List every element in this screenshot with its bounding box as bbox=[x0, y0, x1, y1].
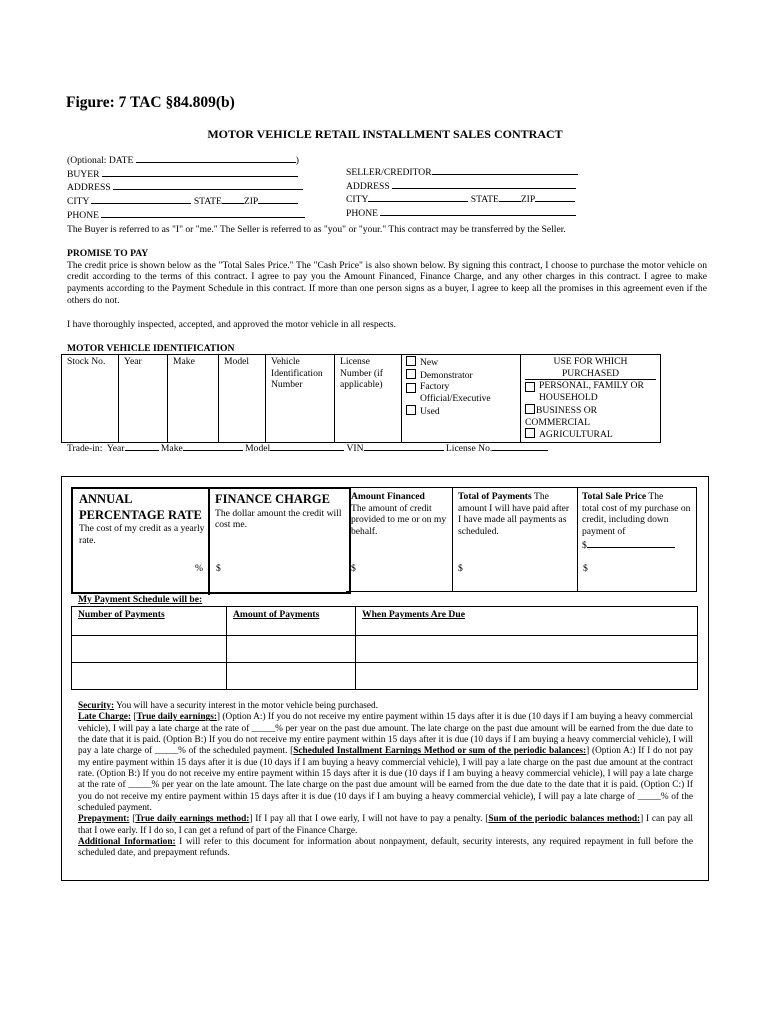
seller-zip-label: ZIP bbox=[520, 194, 536, 206]
col-vin: Vehicle Identification Number bbox=[266, 355, 335, 443]
buyer-zip-field[interactable] bbox=[258, 194, 298, 204]
tsp-cell bbox=[582, 491, 692, 552]
fc-title: FINANCE CHARGE bbox=[215, 492, 330, 506]
fc-cell bbox=[215, 492, 343, 531]
apr-desc: The cost of my credit as a yearly rate. bbox=[79, 523, 205, 546]
seller-city-field[interactable] bbox=[368, 192, 468, 202]
use-options bbox=[521, 355, 661, 443]
prepay-text-1: ] If I pay all that I owe early, I will not have to pay a penalty. [ bbox=[249, 814, 489, 825]
checkbox-business[interactable] bbox=[525, 404, 535, 414]
terms-section bbox=[78, 701, 693, 860]
prepay-bracket: True daily earnings method: bbox=[135, 814, 250, 825]
schedule-cell[interactable] bbox=[356, 636, 698, 663]
seller-phone-label: PHONE bbox=[346, 208, 378, 220]
date-field[interactable] bbox=[136, 153, 296, 163]
prepay-bracket-2: Sum of the periodic balances method: bbox=[488, 814, 641, 825]
buyer-phone-field[interactable] bbox=[101, 208, 305, 218]
down-payment-dollar: $ bbox=[582, 539, 587, 551]
security-label: Security: bbox=[78, 701, 115, 711]
promise-section bbox=[67, 248, 707, 307]
late-bracket-2: Scheduled Installment Earnings Method or sum of the periodic balances: bbox=[293, 746, 587, 757]
schedule-heading: My Payment Schedule will be: bbox=[78, 594, 203, 605]
late-text-1: (Option A:) If you do not receive my entire payment within 15 days after it is due (10 days if I am buying a heavy commercial vehicle), I will pay a late charge at the rate of _____% per year on the past due amount. The late charge on the past due amount will be earned from the due date to the date that it is paid. (Option B:) If you do not receive my entire payment within 15 days after it is due (10 days if I am buying a heavy commercial vehicle), I will pay a late charge of _____% of the scheduled payment. [ bbox=[78, 712, 693, 757]
buyer-city-label: CITY bbox=[67, 196, 90, 208]
addl-label: Additional Information: bbox=[78, 836, 176, 847]
tradein-label: Trade-in: bbox=[67, 443, 103, 454]
schedule-row bbox=[72, 636, 698, 663]
top-value[interactable]: $ bbox=[458, 563, 463, 574]
vehicle-id-table bbox=[61, 354, 661, 443]
col-model: Model bbox=[219, 355, 266, 443]
seller-zip-field[interactable] bbox=[535, 192, 575, 202]
use-personal[interactable]: PERSONAL, FAMILY OR HOUSEHOLD bbox=[525, 380, 656, 403]
buyer-zip-label: ZIP bbox=[243, 196, 259, 208]
date-close: ) bbox=[295, 155, 299, 166]
tradein-model-field[interactable] bbox=[270, 441, 344, 451]
schedule-col-number: Number of Payments bbox=[72, 607, 227, 636]
checkbox-factory[interactable] bbox=[406, 383, 416, 393]
buyer-field[interactable] bbox=[102, 167, 298, 177]
apr-title: ANNUAL PERCENTAGE RATE bbox=[79, 492, 202, 522]
col-make: Make bbox=[168, 355, 219, 443]
tsp-title: Total Sale Price bbox=[582, 491, 647, 502]
seller-phone-field[interactable] bbox=[380, 206, 576, 216]
buyer-state-field[interactable] bbox=[222, 194, 244, 204]
buyer-label: BUYER bbox=[67, 168, 100, 180]
checkbox-personal[interactable] bbox=[525, 382, 535, 392]
option-demonstrator[interactable]: Demonstrator bbox=[406, 369, 516, 382]
tradein-year-field[interactable] bbox=[125, 441, 159, 451]
apr-fc-divider bbox=[208, 487, 210, 595]
additional-info-para bbox=[78, 837, 693, 860]
apr-value[interactable]: % bbox=[195, 563, 203, 574]
seller-block bbox=[346, 165, 606, 220]
schedule-cell[interactable] bbox=[227, 663, 356, 690]
col-stock: Stock No. bbox=[62, 355, 119, 443]
option-new[interactable]: New bbox=[406, 356, 516, 369]
tradein-vin-field[interactable] bbox=[364, 441, 444, 451]
figure-title: Figure: 7 TAC §84.809(b) bbox=[66, 94, 235, 111]
schedule-col-amount: Amount of Payments bbox=[227, 607, 356, 636]
late-charge-para: Late Charge: [True daily earnings:] (Option A:) If you do not receive my entire payment within 15 days after it is due (10 days if I am buying a heavy commercial vehicle), I will pay a late charge at the rate of _____% per year on the past due amount. The late charge on the past due amount will be earned from the due date to the date that it is paid. (Option B:) If you do not receive my entire payment within 15 days after it is due (10 days if I am buying a heavy commercial vehicle), I will pay a late charge of _____% of the scheduled payment. [Scheduled Installment Earnings Method or sum of the periodic balances:] (Option A:) If I do not pay my entire payment within 15 days after it is due (10 days if I am buying a heavy commercial vehicle), I will pay a late charge on the past due amount at the contract rate. (Option B:) If you do not receive my entire payment within 15 days after it is due (10 days if I am buying a heavy commercial vehicle), I will pay a late charge at the rate of _____% per year on the late amount. The late charge on the past due amount will be earned from the due date to the date that it is paid. (Option C:) If you do not receive my entire payment within 15 days after it is due (10 days if I am buying a heavy commercial vehicle), I will pay a late charge of _____% of the scheduled payment. bbox=[78, 712, 693, 813]
tradein-license-label: License No. bbox=[445, 443, 493, 454]
seller-state-label: STATE bbox=[470, 194, 499, 206]
inspected-text: I have thoroughly inspected, accepted, and approved the motor vehicle in all respects. bbox=[67, 319, 396, 330]
buyer-city-field[interactable] bbox=[91, 194, 191, 204]
seller-city-label: CITY bbox=[346, 194, 369, 206]
schedule-cell[interactable] bbox=[356, 663, 698, 690]
af-cell bbox=[351, 491, 447, 538]
checkbox-agricultural[interactable] bbox=[525, 428, 535, 438]
use-agricultural[interactable]: AGRICULTURAL bbox=[525, 428, 656, 441]
tsp-desc-a: The bbox=[648, 491, 664, 502]
schedule-cell[interactable] bbox=[72, 636, 227, 663]
tsp-value[interactable]: $ bbox=[583, 563, 588, 574]
schedule-col-due: When Payments Are Due bbox=[356, 607, 698, 636]
condition-options bbox=[402, 355, 521, 443]
schedule-row bbox=[72, 663, 698, 690]
down-payment-field[interactable] bbox=[587, 538, 675, 548]
buyer-phone-label: PHONE bbox=[67, 209, 99, 221]
security-para bbox=[78, 701, 693, 712]
buyer-block bbox=[67, 153, 327, 222]
checkbox-new[interactable] bbox=[406, 356, 416, 366]
tradein-model-label: Model bbox=[245, 443, 271, 454]
buyer-state-label: STATE bbox=[193, 196, 222, 208]
schedule-cell[interactable] bbox=[227, 636, 356, 663]
fc-desc: The dollar amount the credit will cost me. bbox=[215, 507, 342, 531]
tradein-year-label: Year bbox=[106, 443, 125, 454]
seller-label: SELLER/CREDITOR bbox=[346, 167, 432, 178]
vehicle-id-heading: MOTOR VEHICLE IDENTIFICATION bbox=[67, 343, 235, 354]
top-desc-a: The bbox=[533, 491, 549, 502]
apr-cell bbox=[79, 492, 207, 547]
af-title: Amount Financed bbox=[351, 491, 425, 502]
col-year: Year bbox=[119, 355, 168, 443]
prepay-label: Prepayment: bbox=[78, 814, 130, 825]
prepay-text-2: ] I can pay all that I owe early. If I do so, I can get a refund of part of the Finance Charge. bbox=[78, 814, 694, 836]
top-desc: amount I will have paid after I have made all payments as scheduled. bbox=[458, 502, 570, 538]
amounts-divider-1 bbox=[452, 487, 453, 591]
col-license: License Number (if applicable) bbox=[335, 355, 402, 443]
prepay-para: Prepayment: [True daily earnings method:] If I pay all that I owe early, I will not have to pay a penalty. [Sum of the periodic balances method:] I can pay all that I owe early. If I do so, I can get a refund of part of the Finance Charge. bbox=[78, 814, 694, 836]
schedule-cell[interactable] bbox=[72, 663, 227, 690]
option-used[interactable]: Used bbox=[406, 405, 516, 418]
buyer-address-label: ADDRESS bbox=[67, 182, 111, 194]
top-cell bbox=[458, 491, 573, 538]
promise-body: The credit price is shown below as the "Total Sales Price." The "Cash Price" is also shown below. By signing this contract, I choose to purchase the motor vehicle on credit according to the terms of this contract. I agree to pay you the Amount Financed, Finance Charge, and any other charges in this contract. I agree to make payments according to the Payment Schedule in this contract. If more than one person signs as a buyer, I agree to keep all the promises in this agreement even if the others do not. bbox=[67, 259, 707, 306]
tradein-make-label: Make bbox=[160, 443, 183, 454]
use-heading: USE FOR WHICH PURCHASED bbox=[525, 356, 656, 380]
late-label: Late Charge: bbox=[78, 712, 131, 723]
tsp-desc: total cost of my purchase on credit, including down payment of bbox=[582, 502, 691, 538]
schedule-table bbox=[71, 606, 698, 690]
buyer-address-field[interactable] bbox=[113, 180, 303, 190]
addl-text: I will refer to this document for information about nonpayment, default, security interests, any required repayment in full before the scheduled date, and prepayment refunds. bbox=[78, 836, 693, 859]
af-value[interactable]: $ bbox=[351, 563, 356, 574]
tradein-row bbox=[67, 441, 548, 455]
seller-state-field[interactable] bbox=[499, 192, 521, 202]
use-business[interactable]: BUSINESS OR COMMERCIAL bbox=[525, 404, 598, 428]
top-title: Total of Payments bbox=[458, 491, 532, 502]
tradein-vin-label: VIN bbox=[346, 443, 364, 454]
tradein-license-field[interactable] bbox=[492, 441, 548, 451]
late-bracket: True daily earnings: bbox=[136, 712, 217, 723]
seller-address-label: ADDRESS bbox=[346, 180, 390, 192]
checkbox-used[interactable] bbox=[406, 405, 416, 415]
contract-title: MOTOR VEHICLE RETAIL INSTALLMENT SALES CONTRACT bbox=[207, 127, 563, 141]
amounts-divider-2 bbox=[577, 487, 578, 591]
tradein-make-field[interactable] bbox=[183, 441, 243, 451]
late-text-2: ] (Option A:) If I do not pay my entire payment within 15 days after it is due (10 days if I am buying a heavy commercial vehicle), I will pay a late charge on the past due amount at the contract rate. (Option B:) If you do not receive my entire payment within 15 days after it is due (10 days if I am buying a heavy commercial vehicle), I will pay a late charge at the rate of _____% per year on the late amount. The late charge on the past due amount will be earned from the due date to the date that it is paid. (Option C:) If you do not receive my entire payment within 15 days after it is due (10 days if I am buying a heavy commercial vehicle), I will pay a late charge of _____% of the scheduled payment. bbox=[78, 746, 693, 813]
referral-text: The Buyer is referred to as "I" or "me." The Seller is referred to as "you" or "your." This contract may be transferred by the Seller. bbox=[67, 224, 566, 235]
date-label: (Optional: DATE bbox=[67, 155, 134, 166]
af-desc: The amount of credit provided to me or on my behalf. bbox=[351, 502, 447, 538]
seller-address-field[interactable] bbox=[392, 179, 576, 189]
option-factory[interactable]: Factory Official/Executive bbox=[406, 381, 516, 404]
seller-field[interactable] bbox=[432, 165, 578, 175]
fc-value[interactable]: $ bbox=[216, 563, 221, 574]
checkbox-demonstrator[interactable] bbox=[406, 369, 416, 379]
security-text: You will have a security interest in the motor vehicle being purchased. bbox=[114, 701, 379, 711]
promise-heading: PROMISE TO PAY bbox=[67, 248, 149, 259]
